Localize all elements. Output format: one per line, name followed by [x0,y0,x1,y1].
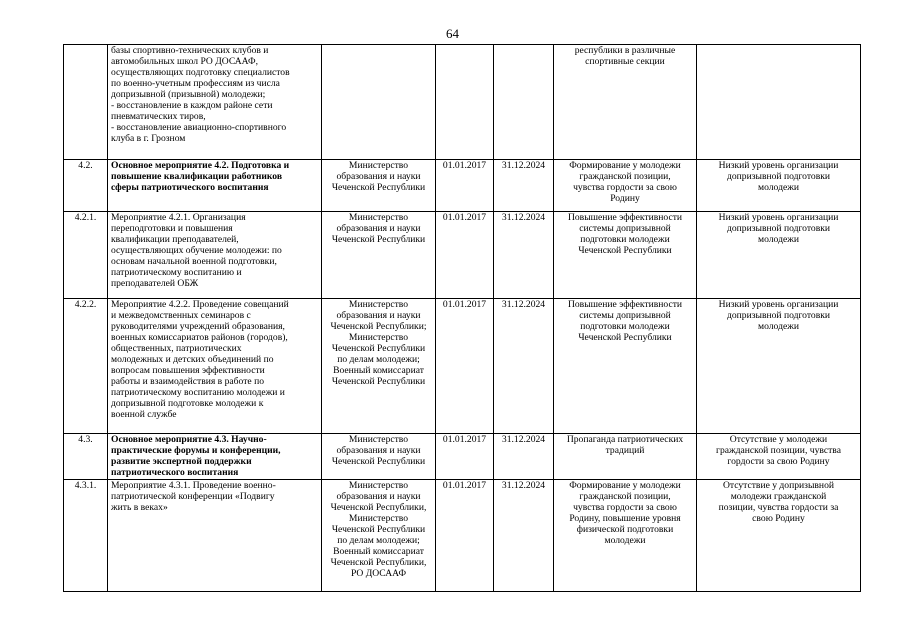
end-date-cell: 31.12.2024 [494,480,554,592]
responsible-executor-cell-line: Военный комиссариат [333,365,424,376]
expected-result-cell-line: молодежи [604,535,646,546]
non-implementation-consequence-cell-line: Низкий уровень организации [718,212,839,223]
expected-result-cell-line: гражданской позиции, [579,171,671,182]
start-date-cell: 01.01.2017 [436,480,494,592]
responsible-executor-cell-line: Чеченской Республики [331,182,426,193]
table-row [64,299,861,434]
expected-result-cell-line: Чеченской Республики [578,332,672,343]
expected-result-cell-line: Родину, повышение уровня [569,513,681,524]
activity-number-cell: 4.3.1. [64,480,108,592]
responsible-executor-cell-line: Министерство [348,513,409,524]
non-implementation-consequence-cell-line: Низкий уровень организации [718,160,839,171]
activity-name-cell-line: молодежных и детских объединений по [111,354,274,365]
activity-name-cell [108,160,322,212]
activity-number-cell [64,45,108,160]
non-implementation-consequence-cell-line: молодежи [758,321,799,332]
expected-result-cell-line: Повышение эффективности [567,299,683,310]
activity-name-cell-line: Основное мероприятие 4.3. Научно- [111,434,267,445]
activity-name-cell-line: работы и взаимодействия в работе по [111,376,264,387]
responsible-executor-cell-line: образования и науки [336,171,421,182]
responsible-executor-cell [322,212,436,299]
program-activities-table [63,44,861,592]
end-date-cell [494,45,554,160]
responsible-executor-cell-line: образования и науки [336,223,421,234]
responsible-executor-cell-line: Чеченской Республики [331,234,426,245]
activity-name-cell-line: Мероприятие 4.3.1. Проведение военно- [111,480,276,491]
expected-result-cell [554,299,697,434]
responsible-executor-cell-line: Чеченской Республики [331,343,426,354]
responsible-executor-cell-line: Чеченской Республики; [330,321,427,332]
table-row [64,160,861,212]
activity-name-cell-line: и межведомственных семинаров с [111,310,251,321]
activity-name-cell [108,480,322,592]
expected-result-cell-line: подготовки молодежи [580,321,670,332]
activity-name-cell-line: руководителями учреждений образования, [111,321,285,332]
end-date-cell: 31.12.2024 [494,434,554,480]
expected-result-cell-line: чувства гордости за свою [573,502,677,513]
responsible-executor-cell-line: РО ДОСААФ [350,568,407,579]
activity-name-cell-line: общественных, патриотических [111,343,242,354]
responsible-executor-cell-line: Чеченской Республики [331,456,426,467]
activity-name-cell-line: допризывной (призывной) молодежи; [111,89,266,100]
responsible-executor-cell [322,45,436,160]
activity-name-cell-line: базы спортивно-технических клубов и [111,45,269,56]
expected-result-cell-line: Формирование у молодежи [569,480,681,491]
activity-name-cell-line: повышение квалификации работников [111,171,283,182]
activity-name-cell-line: - восстановление авиационно-спортивного [111,122,287,133]
responsible-executor-cell-line: Министерство [348,299,409,310]
responsible-executor-cell-line: Министерство [348,212,409,223]
non-implementation-consequence-cell-line: допризывной подготовки [726,223,831,234]
expected-result-cell-line: Формирование у молодежи [569,160,681,171]
responsible-executor-cell-line: Чеченской Республики [331,524,426,535]
table-row [64,480,861,592]
responsible-executor-cell-line: Министерство [348,160,409,171]
activity-name-cell-line: переподготовки и повышения [111,223,233,234]
responsible-executor-cell-line: по делам молодежи; [337,535,420,546]
activity-name-cell-line: - восстановление в каждом районе сети [111,100,273,111]
responsible-executor-cell-line: Чеченской Республики [331,376,426,387]
activity-name-cell [108,212,322,299]
expected-result-cell-line: системы допризывной [579,223,671,234]
expected-result-cell-line: Повышение эффективности [567,212,683,223]
non-implementation-consequence-cell-line: допризывной подготовки [726,310,831,321]
activity-name-cell-line: развитие экспертной поддержки [111,456,252,467]
responsible-executor-cell-line: Министерство [348,332,409,343]
responsible-executor-cell [322,480,436,592]
start-date-cell: 01.01.2017 [436,212,494,299]
activity-name-cell-line: преподавателей ОБЖ [111,278,199,289]
activity-name-cell-line: пневматических тиров, [111,111,206,122]
expected-result-cell-line: республики в различные [574,45,676,56]
activity-name-cell-line: вопросам повышения эффективности [111,365,265,376]
activity-name-cell-line: патриотической конференции «Подвигу [111,491,275,502]
non-implementation-consequence-cell-line: Отсутствие у молодежи [729,434,828,445]
responsible-executor-cell-line: образования и науки [336,310,421,321]
expected-result-cell-line: физической подготовки [576,524,674,535]
non-implementation-consequence-cell-line: Низкий уровень организации [718,299,839,310]
non-implementation-consequence-cell [697,480,861,592]
end-date-cell: 31.12.2024 [494,299,554,434]
expected-result-cell-line: Родину [610,193,640,204]
expected-result-cell-line: спортивные секции [585,56,665,67]
non-implementation-consequence-cell [697,299,861,434]
non-implementation-consequence-cell-line: гражданской позиции, чувства [716,445,841,456]
end-date-cell: 31.12.2024 [494,160,554,212]
activity-name-cell-line: практические форумы и конференции, [111,445,281,456]
non-implementation-consequence-cell-line: молодежи [758,182,799,193]
responsible-executor-cell-line: образования и науки [336,491,421,502]
responsible-executor-cell [322,299,436,434]
responsible-executor-cell-line: Чеченской Республики, [330,502,427,513]
activity-name-cell-line: по военно-учетным профессиям из числа [111,78,280,89]
activity-name-cell [108,299,322,434]
activity-name-cell-line: патриотическому воспитанию и [111,267,242,278]
table-row [64,45,861,160]
activity-name-cell [108,45,322,160]
responsible-executor-cell-line: образования и науки [336,445,421,456]
responsible-executor-cell-line: Чеченской Республики, [330,557,427,568]
responsible-executor-cell [322,434,436,480]
activity-name-cell-line: клуба в г. Грозном [111,133,186,144]
non-implementation-consequence-cell [697,212,861,299]
activity-name-cell-line: осуществляющих обучение молодежи: по [111,245,282,256]
expected-result-cell-line: чувства гордости за свою [573,182,677,193]
activity-name-cell-line: Мероприятие 4.2.1. Организация [111,212,246,223]
activity-number-cell: 4.3. [64,434,108,480]
expected-result-cell-line: системы допризывной [579,310,671,321]
table-body [64,45,861,592]
activity-name-cell-line: автомобильных школ РО ДОСААФ, [111,56,258,67]
responsible-executor-cell [322,160,436,212]
activity-name-cell-line: основам начальной военной подготовки, [111,256,277,267]
non-implementation-consequence-cell [697,434,861,480]
non-implementation-consequence-cell-line: молодежи [758,234,799,245]
activity-number-cell: 4.2.1. [64,212,108,299]
activity-name-cell-line: Основное мероприятие 4.2. Подготовка и [111,160,290,171]
table-row [64,434,861,480]
expected-result-cell-line: Чеченской Республики [578,245,672,256]
activity-name-cell-line: патриотическому воспитанию молодежи и [111,387,285,398]
non-implementation-consequence-cell-line: Отсутствие у допризывной [722,480,835,491]
expected-result-cell [554,212,697,299]
responsible-executor-cell-line: Военный комиссариат [333,546,424,557]
expected-result-cell [554,45,697,160]
activity-name-cell-line: военной службе [111,409,177,420]
responsible-executor-cell-line: Министерство [348,434,409,445]
activity-name-cell [108,434,322,480]
start-date-cell: 01.01.2017 [436,434,494,480]
expected-result-cell [554,160,697,212]
expected-result-cell-line: гражданской позиции, [579,491,671,502]
activity-number-cell: 4.2. [64,160,108,212]
end-date-cell: 31.12.2024 [494,212,554,299]
expected-result-cell-line: Пропаганда патриотических [566,434,684,445]
expected-result-cell [554,434,697,480]
page-number: 64 [446,26,459,41]
start-date-cell [436,45,494,160]
responsible-executor-cell-line: Министерство [348,480,409,491]
non-implementation-consequence-cell-line: позиции, чувства гордости за [718,502,839,513]
activity-name-cell-line: патриотического воспитания [111,467,239,478]
non-implementation-consequence-cell-line: допризывной подготовки [726,171,831,182]
non-implementation-consequence-cell-line: свою Родину [752,513,805,524]
responsible-executor-cell-line: по делам молодежи; [337,354,420,365]
activity-name-cell-line: жить в веках» [111,502,168,513]
activity-name-cell-line: допризывной подготовке молодежи к [111,398,264,409]
start-date-cell: 01.01.2017 [436,299,494,434]
expected-result-cell [554,480,697,592]
activity-name-cell-line: осуществляющих подготовку специалистов [111,67,290,78]
non-implementation-consequence-cell-line: молодежи гражданской [730,491,827,502]
expected-result-cell-line: традиций [605,445,645,456]
non-implementation-consequence-cell-line: гордости за свою Родину [727,456,830,467]
non-implementation-consequence-cell [697,160,861,212]
activity-name-cell-line: военных комиссариатов районов (городов), [111,332,288,343]
start-date-cell: 01.01.2017 [436,160,494,212]
activity-number-cell: 4.2.2. [64,299,108,434]
table-row [64,212,861,299]
activity-name-cell-line: Мероприятие 4.2.2. Проведение совещаний [111,299,289,310]
activity-name-cell-line: квалификации преподавателей, [111,234,239,245]
activity-name-cell-line: сферы патриотического воспитания [111,182,269,193]
expected-result-cell-line: подготовки молодежи [580,234,670,245]
non-implementation-consequence-cell [697,45,861,160]
